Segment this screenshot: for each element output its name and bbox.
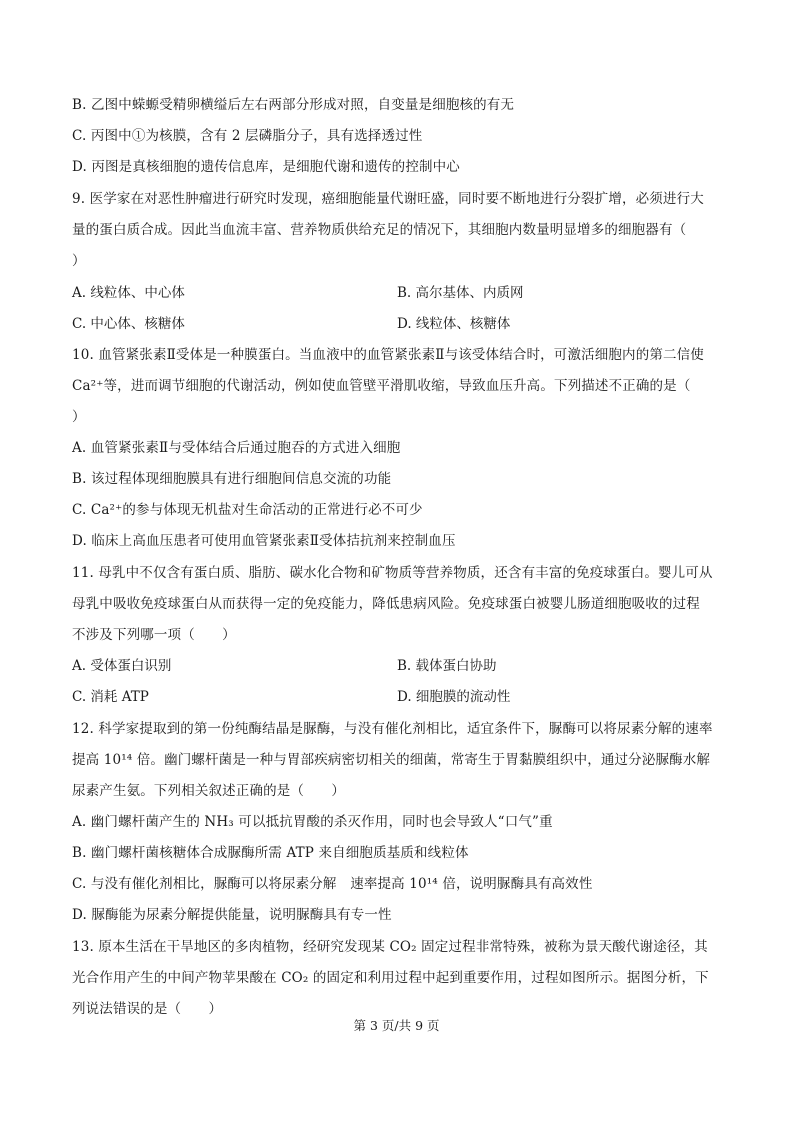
q10-option-c: C. Ca²⁺的参与体现无机盐对生命活动的正常进行必不可少 (72, 502, 423, 518)
q12-stem-line3: 尿素产生氨。下列相关叙述正确的是（ ） (72, 783, 345, 799)
q13-stem-line1: 13. 原本生活在干旱地区的多肉植物，经研究发现某 CO₂ 固定过程非常特殊，被称为景天酸代谢途径，其 (72, 939, 708, 955)
q9-stem-line1: 9. 医学家在对恶性肿瘤进行研究时发现，癌细胞能量代谢旺盛，同时要不断地进行分裂扩增，必须进行大 (72, 191, 704, 207)
q9-stem-line3: ） (72, 253, 86, 269)
q11-stem-line1: 11. 母乳中不仅含有蛋白质、脂肪、碳水化合物和矿物质等营养物质，还含有丰富的免疫球蛋白。婴儿可从 (72, 565, 713, 581)
q10-stem-line3: ） (72, 409, 86, 425)
q10-stem-line1: 10. 血管紧张素Ⅱ受体是一种膜蛋白。当血液中的血管紧张素Ⅱ与该受体结合时，可激活细胞内的第二信使 (72, 347, 704, 363)
q12-option-c: C. 与没有催化剂相比，脲酶可以将尿素分解 速率提高 10¹⁴ 倍，说明脲酶具有高效性 (72, 876, 593, 892)
q8-option-b: B. 乙图中蝾螈受精卵横缢后左右两部分形成对照，自变量是细胞核的有无 (72, 97, 515, 113)
q11-option-b: B. 载体蛋白协助 (397, 658, 497, 674)
q12-option-a: A. 幽门螺杆菌产生的 NH₃ 可以抵抗胃酸的杀灭作用，同时也会导致人“口气”重 (72, 814, 553, 830)
q11-stem-line3: 不涉及下列哪一项（ ） (72, 627, 236, 643)
q10-option-d: D. 临床上高血压患者可使用血管紧张素Ⅱ受体拮抗剂来控制血压 (72, 533, 456, 549)
q9-option-c: C. 中心体、核糖体 (72, 316, 185, 332)
q13-stem-line2: 光合作用产生的中间产物苹果酸在 CO₂ 的固定和利用过程中起到重要作用，过程如图所示。据图分析，下 (72, 970, 709, 986)
q10-option-b: B. 该过程体现细胞膜具有进行细胞间信息交流的功能 (72, 471, 392, 487)
q8-option-c: C. 丙图中①为核膜，含有 2 层磷脂分子，具有选择透过性 (72, 128, 423, 144)
q11-stem-line2: 母乳中吸收免疫球蛋白从而获得一定的免疫能力，降低患病风险。免疫球蛋白被婴儿肠道细胞吸收的过程 (72, 596, 700, 612)
q11-option-c: C. 消耗 ATP (72, 689, 149, 705)
q12-option-d: D. 脲酶能为尿素分解提供能量，说明脲酶具有专一性 (72, 907, 392, 923)
q9-option-b: B. 高尔基体、内质网 (397, 285, 524, 301)
q10-option-a: A. 血管紧张素Ⅱ与受体结合后通过胞吞的方式进入细胞 (72, 440, 401, 456)
q11-option-d: D. 细胞膜的流动性 (397, 689, 511, 705)
q10-stem-line2: Ca²⁺等，进而调节细胞的代谢活动，例如使血管壁平滑肌收缩，导致血压升高。下列描述不正确的是（ (72, 378, 691, 394)
page-number-footer: 第 3 页/共 9 页 (353, 1018, 440, 1033)
q13-stem-line3: 列说法错误的是（ ） (72, 1001, 223, 1017)
q9-option-d: D. 线粒体、核糖体 (397, 316, 511, 332)
q11-option-a: A. 受体蛋白识别 (72, 658, 172, 674)
q12-stem-line2: 提高 10¹⁴ 倍。幽门螺杆菌是一种与胃部疾病密切相关的细菌，常寄生于胃黏膜组织中，通过分泌脲酶水解 (72, 752, 711, 768)
q8-option-d: D. 丙图是真核细胞的遗传信息库，是细胞代谢和遗传的控制中心 (72, 159, 460, 175)
q9-stem-line2: 量的蛋白质合成。因此当血流丰富、营养物质供给充足的情况下，其细胞内数量明显增多的细胞器有（ (72, 222, 687, 238)
q9-option-a: A. 线粒体、中心体 (72, 285, 185, 301)
q12-stem-line1: 12. 科学家提取到的第一份纯酶结晶是脲酶，与没有催化剂相比，适宜条件下，脲酶可以将尿素分解的速率 (72, 721, 713, 737)
q12-option-b: B. 幽门螺杆菌核糖体合成脲酶所需 ATP 来自细胞质基质和线粒体 (72, 845, 469, 861)
